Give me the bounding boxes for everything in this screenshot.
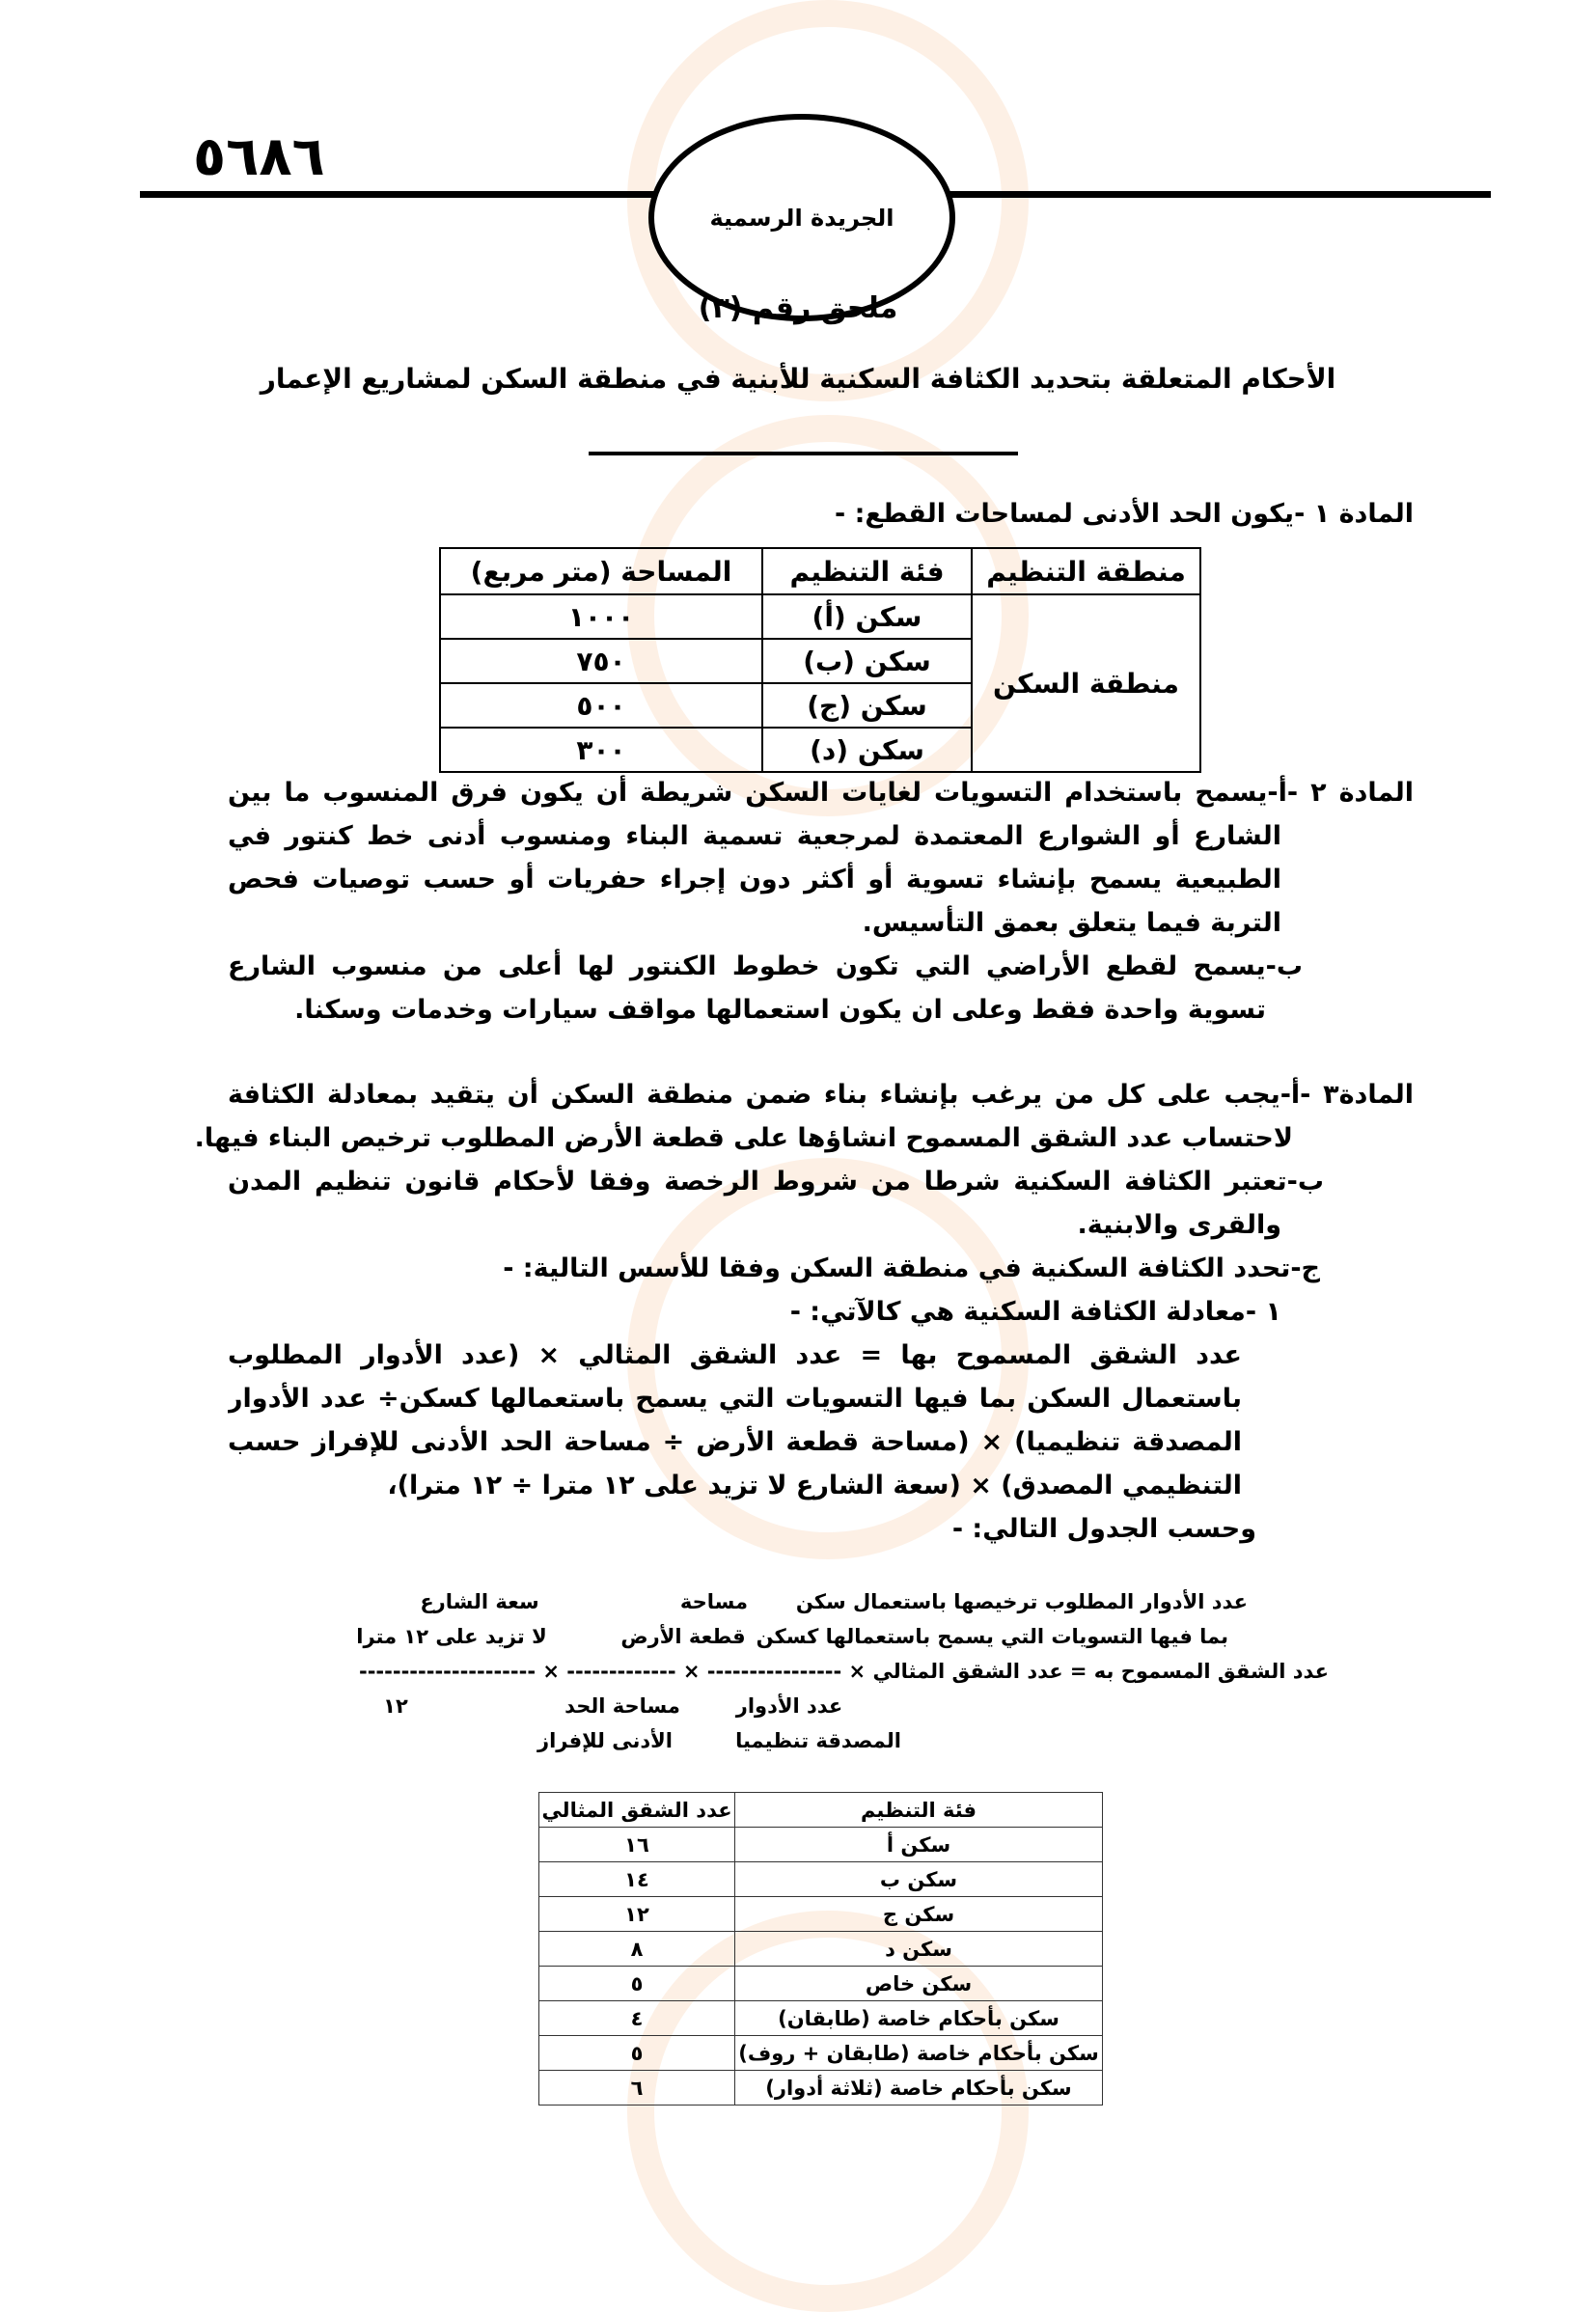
article3-line: ج-تحدد الكثافة السكنية في منطقة السكن وفقا للأسس التالية: - — [503, 1253, 1320, 1283]
formula-area-numerator: قطعة الأرض — [620, 1625, 746, 1648]
article2-line: تسوية واحدة فقط وعلى ان يكون استعمالها مواقف سيارات وخدمات وسكنا. — [294, 995, 1266, 1025]
category-cell: سكن أ — [735, 1828, 1103, 1862]
category-cell: سكن (د) — [762, 728, 972, 772]
count-cell: ٨ — [539, 1932, 735, 1967]
category-cell: سكن د — [735, 1932, 1103, 1967]
area-cell: ٥٠٠ — [440, 683, 762, 728]
annex-title: ملحق رقم (٣) — [698, 291, 898, 325]
table-row — [440, 594, 1200, 639]
formula-floors-numerator: بما فيها التسويات التي يسمح باستعمالها كسكن — [756, 1625, 1228, 1648]
article3-line: وحسب الجدول التالي: - — [951, 1514, 1256, 1544]
page-number: ٥٦٨٦ — [193, 125, 325, 188]
article3-line: عدد الشقق المسموح بها = عدد الشقق المثالي × (عدد الأدوار المطلوب — [228, 1340, 1242, 1370]
formula-floors-denominator: المصدقة تنظيميا — [735, 1729, 901, 1752]
zone-cell: منطقة السكن — [972, 594, 1200, 772]
count-cell: ٤ — [539, 2001, 735, 2036]
header-zone: منطقة التنظيم — [972, 548, 1200, 594]
article3-line: التنظيمي المصدق) × (سعة الشارع لا تزيد على ١٢ مترا ÷ ١٢ مترا)، — [387, 1471, 1242, 1500]
category-cell: سكن (ب) — [762, 639, 972, 683]
article3-line: لاحتساب عدد الشقق المسموح انشاؤها على قطعة الأرض المطلوب ترخيص البناء فيها. — [194, 1123, 1293, 1153]
count-cell: ١٤ — [539, 1862, 735, 1897]
table-row — [539, 1828, 1103, 1862]
table-row — [539, 1862, 1103, 1897]
count-cell: ١٢ — [539, 1897, 735, 1932]
category-cell: سكن بأحكام خاصة (طابقان) — [735, 2001, 1103, 2036]
formula-main-line: عدد الشقق المسموح به = عدد الشقق المثالي × ---------------- × ------------- × --------------------- — [359, 1660, 1329, 1683]
formula-floors-denominator: عدد الأدوار — [735, 1694, 843, 1718]
article3-line: ١ -معادلة الكثافة السكنية هي كالآتي: - — [789, 1297, 1281, 1327]
separator-rule — [589, 452, 1018, 455]
table-row — [539, 1932, 1103, 1967]
document-subtitle: الأحكام المتعلقة بتحديد الكثافة السكنية للأبنية في منطقة السكن لمشاريع الإعمار — [260, 363, 1336, 395]
category-cell: سكن خاص — [735, 1967, 1103, 2001]
gazette-name: الجريدة الرسمية — [709, 204, 894, 232]
formula-area-denominator: مساحة الحد — [564, 1694, 680, 1718]
header-area: المساحة (متر مربع) — [440, 548, 762, 594]
table-row — [539, 2036, 1103, 2071]
article3-line: المصدقة تنظيميا) × (مساحة قطعة الأرض ÷ مساحة الحد الأدنى للإفراز حسب — [228, 1427, 1242, 1457]
category-cell: سكن ج — [735, 1897, 1103, 1932]
article3-line: والقرى والابنية. — [1077, 1210, 1281, 1240]
table-row — [539, 1967, 1103, 2001]
count-cell: ٥ — [539, 1967, 735, 2001]
article2-line: المادة ٢ -أ-يسمح باستخدام التسويات لغايات السكن شريطة أن يكون فرق المنسوب ما بين — [228, 778, 1414, 808]
area-cell: ٣٠٠ — [440, 728, 762, 772]
article1-text: المادة ١ -يكون الحد الأدنى لمساحات القطع: - — [834, 499, 1414, 529]
formula-area-denominator: الأدنى للإفراز — [537, 1729, 673, 1752]
category-cell: سكن بأحكام خاصة (طابقان + روف) — [735, 2036, 1103, 2071]
article3-line: المادة٣ -أ-يجب على كل من يرغب بإنشاء بناء ضمن منطقة السكن أن يتقيد بمعادلة الكثافة — [228, 1080, 1414, 1110]
gazette-emblem — [648, 114, 955, 321]
ideal-apartments-table — [538, 1792, 1103, 2106]
header-count: عدد الشقق المثالي — [539, 1793, 735, 1828]
header-category: فئة التنظيم — [735, 1793, 1103, 1828]
article2-line: الشارع أو الشوارع المعتمدة لمرجعية تسمية البناء ومنسوب أدنى خط كنتور في — [228, 821, 1281, 851]
area-cell: ١٠٠٠ — [440, 594, 762, 639]
article3-line: باستعمال السكن بما فيها التسويات التي يسمح باستعمالها كسكن÷ عدد الأدوار — [228, 1384, 1242, 1414]
article2-line: التربة فيما يتعلق بعمق التأسيس. — [862, 908, 1281, 938]
formula-street-denominator: ١٢ — [383, 1694, 408, 1718]
article2-line: ب-يسمح لقطع الأراضي التي تكون خطوط الكنتور لها أعلى من منسوب الشارع — [228, 951, 1303, 981]
table-row — [539, 1897, 1103, 1932]
formula-floors-numerator: عدد الأدوار المطلوب ترخيصها باستعمال سكن — [795, 1590, 1248, 1613]
area-cell: ٧٥٠ — [440, 639, 762, 683]
category-cell: سكن (ج) — [762, 683, 972, 728]
count-cell: ٦ — [539, 2071, 735, 2106]
count-cell: ١٦ — [539, 1828, 735, 1862]
category-cell: سكن بأحكام خاصة (ثلاثة أدوار) — [735, 2071, 1103, 2106]
count-cell: ٥ — [539, 2036, 735, 2071]
formula-street-numerator: لا تزيد على ١٢ مترا — [356, 1625, 547, 1648]
header-category: فئة التنظيم — [762, 548, 972, 594]
formula-street-numerator: سعة الشارع — [420, 1590, 539, 1613]
plot-area-table — [439, 547, 1201, 773]
category-cell: سكن ب — [735, 1862, 1103, 1897]
category-cell: سكن (أ) — [762, 594, 972, 639]
table-row — [539, 2001, 1103, 2036]
formula-area-numerator: مساحة — [679, 1590, 749, 1613]
article2-line: الطبيعية يسمح بإنشاء تسوية أو أكثر دون إجراء حفريات أو حسب توصيات فحص — [228, 865, 1281, 895]
table-row — [539, 2071, 1103, 2106]
article3-line: ب-تعتبر الكثافة السكنية شرطا من شروط الرخصة وفقا لأحكام قانون تنظيم المدن — [228, 1167, 1324, 1197]
